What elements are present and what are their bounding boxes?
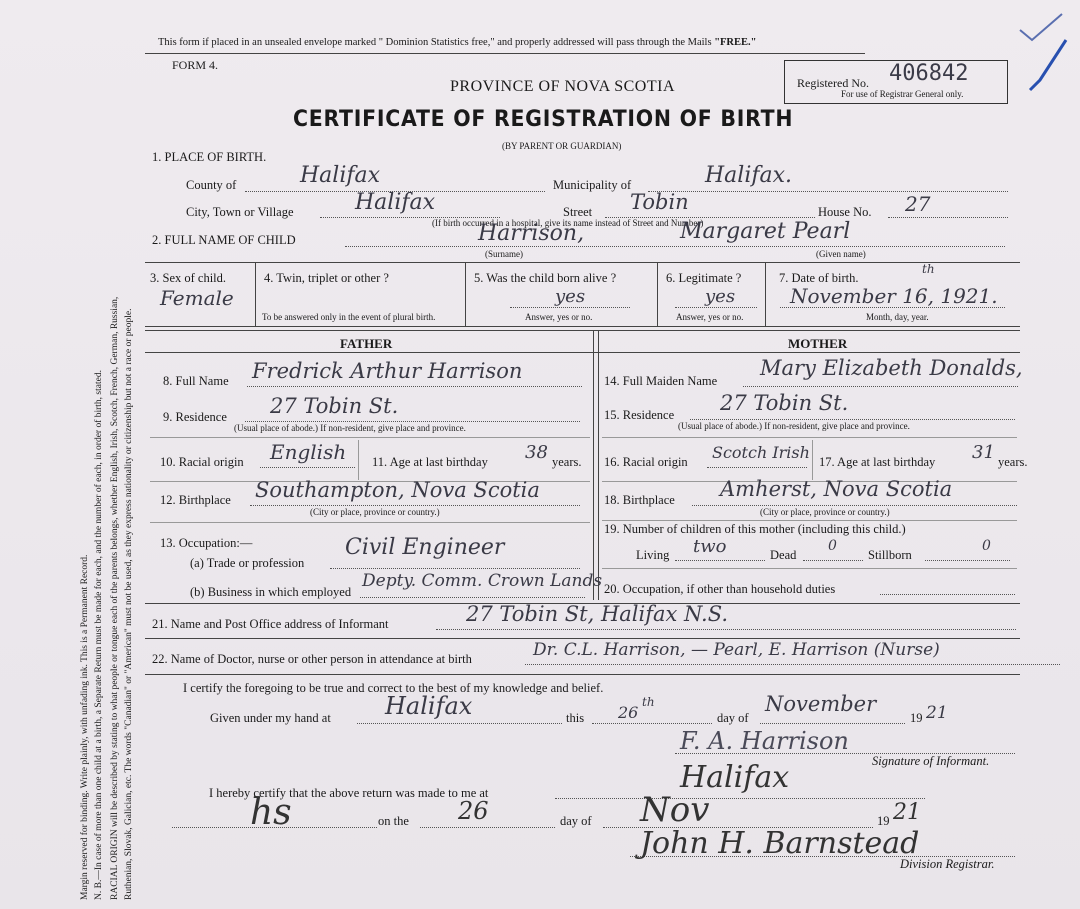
mother-name-label: 14. Full Maiden Name (604, 374, 718, 388)
father-trade-label: (a) Trade or profession (190, 556, 305, 570)
given-place-value: Halifax (385, 692, 473, 720)
city-label: City, Town or Village (186, 205, 294, 219)
margin-note-racial-origin-2: Ruthenian, Slovak, Galician, etc. The words "Canadian" or "American" must not be used, as they express nationality or citizenship but not a race or people. (124, 308, 134, 900)
mother-age-label: 17. Age at last birthday (819, 455, 936, 469)
form-number: FORM 4. (172, 58, 219, 72)
municipality-value: Halifax. (705, 163, 793, 188)
house-label: House No. (818, 205, 872, 219)
county-label: County of (186, 178, 237, 192)
registrar-year-prefix: 19 (877, 814, 890, 828)
margin-note-racial-origin-1: RACIAL ORIGIN will be described by stating to what people or tongue each of the parents belongs, whether English, Irish, Scotch, French, German, Russian, (110, 296, 120, 900)
doctor-label: 22. Name of Doctor, nurse or other person in attendance at birth (152, 652, 472, 666)
mother-years-label: years. (998, 455, 1028, 469)
check-mark-icon (1010, 10, 1080, 100)
registered-number: 406842 (889, 61, 969, 86)
father-racial-label: 10. Racial origin (160, 455, 244, 469)
mother-birthplace-label: 18. Birthplace (604, 493, 675, 507)
father-business-value: Depty. Comm. Crown Lands (362, 571, 603, 591)
twin-note: To be answered only in the event of plural birth. (262, 312, 436, 322)
house-value: 27 (905, 192, 931, 216)
informant-signature: F. A. Harrison (680, 727, 849, 755)
father-residence-caption: (Usual place of abode.) If non-resident, give place and province. (234, 423, 466, 433)
margin-note-plural-birth: N. B.—In case of more than one child at a birth, a Separate Return must be made for each, and the number of each, in order of birth, stated. (94, 370, 104, 900)
father-birthplace-label: 12. Birthplace (160, 493, 231, 507)
father-age-label: 11. Age at last birthday (372, 455, 488, 469)
informant-label: 21. Name and Post Office address of Informant (152, 617, 389, 631)
dob-value: November 16, 1921. (790, 284, 998, 308)
registrar-day-value: 26 (458, 797, 489, 825)
county-value: Halifax (300, 163, 381, 188)
father-birthplace-value: Southampton, Nova Scotia (255, 478, 540, 502)
registrar-dayof-label: day of (560, 814, 592, 828)
father-heading: FATHER (340, 336, 393, 351)
registrar-signature-caption: Division Registrar. (900, 857, 995, 871)
margin-note-binding: Margin reserved for binding. Write plainly, with unfading ink. This is a Permanent Record. (80, 554, 90, 900)
child-name-label: 2. FULL NAME OF CHILD (152, 233, 296, 247)
father-name-value: Fredrick Arthur Harrison (252, 359, 523, 383)
registrar-initials: hs (250, 792, 292, 833)
dead-label: Dead (770, 548, 797, 562)
stillborn-label: Stillborn (868, 548, 912, 562)
mother-residence-label: 15. Residence (604, 408, 675, 422)
registrar-use-note: For use of Registrar General only. (841, 89, 964, 99)
mother-children-label: 19. Number of children of this mother (including this child.) (604, 522, 906, 536)
page-subtitle: (BY PARENT OR GUARDIAN) (502, 141, 622, 151)
father-occupation-label: 13. Occupation:— (160, 536, 253, 550)
mother-racial-value: Scotch Irish (712, 443, 810, 462)
place-of-birth-heading: 1. PLACE OF BIRTH. (152, 150, 267, 164)
father-residence-value: 27 Tobin St. (270, 394, 399, 418)
mail-notice: This form if placed in an unsealed envelope marked " Dominion Statistics free," and properly addressed will pass through the Mails "FREE." (158, 37, 757, 48)
child-given-name: Margaret Pearl (680, 219, 851, 244)
mother-birthplace-caption: (City or place, province or country.) (760, 507, 890, 517)
this-label: this (566, 711, 585, 725)
living-label: Living (636, 548, 670, 562)
mother-racial-label: 16. Racial origin (604, 455, 688, 469)
city-value: Halifax (355, 190, 436, 215)
stillborn-value: 0 (982, 538, 991, 554)
given-under-label: Given under my hand at (210, 711, 331, 725)
mother-heading: MOTHER (788, 336, 848, 351)
father-age-value: 38 (525, 442, 548, 463)
certify-day-value: 26 (618, 703, 639, 722)
certify-month-value: November (765, 692, 877, 716)
registrar-on-label: on the (378, 814, 409, 828)
mother-occupation-label: 20. Occupation, if other than household duties (604, 582, 836, 596)
mother-birthplace-value: Amherst, Nova Scotia (720, 477, 953, 501)
dob-superscript: th (922, 262, 935, 276)
certify-year-value: 21 (926, 703, 948, 723)
alive-value: yes (555, 286, 586, 307)
registrar-certify-text: I hereby certify that the above return was made to me at (209, 786, 489, 800)
living-value: two (693, 536, 727, 557)
hospital-note: (If birth occurred in a hospital, give its name instead of Street and Number) (432, 218, 704, 228)
surname-caption: (Surname) (485, 249, 523, 259)
legitimate-value: yes (705, 286, 736, 307)
province-heading: PROVINCE OF NOVA SCOTIA (450, 78, 676, 95)
certify-dayof-label: day of (717, 711, 749, 725)
informant-value: 27 Tobin St, Halifax N.S. (466, 602, 729, 626)
registrar-place-value: Halifax (680, 760, 790, 795)
father-business-label: (b) Business in which employed (190, 585, 352, 599)
mother-age-value: 31 (972, 442, 995, 463)
twin-label: 4. Twin, triplet or other ? (264, 271, 389, 285)
certify-day-sup: th (642, 695, 655, 709)
father-racial-value: English (270, 440, 347, 464)
dead-value: 0 (828, 538, 837, 554)
street-label: Street (563, 205, 593, 219)
registered-label: Registered No. (797, 76, 869, 90)
mother-residence-caption: (Usual place of abode.) If non-resident, give place and province. (678, 421, 910, 431)
registrar-signature: John H. Barnstead (640, 826, 920, 861)
legitimate-caption: Answer, yes or no. (676, 312, 744, 322)
alive-caption: Answer, yes or no. (525, 312, 593, 322)
dob-caption: Month, day, year. (866, 312, 929, 322)
sex-label: 3. Sex of child. (150, 271, 227, 285)
street-value: Tobin (630, 190, 689, 214)
registrar-month-value: Nov (640, 790, 710, 830)
informant-signature-caption: Signature of Informant. (872, 754, 990, 768)
mother-name-value: Mary Elizabeth Donalds, (760, 356, 1023, 380)
legitimate-label: 6. Legitimate ? (666, 271, 742, 285)
father-trade-value: Civil Engineer (345, 535, 505, 560)
sex-value: Female (160, 286, 234, 310)
given-name-caption: (Given name) (816, 249, 866, 259)
registrar-year-value: 21 (893, 800, 921, 825)
father-years-label: years. (552, 455, 582, 469)
page-title: CERTIFICATE OF REGISTRATION OF BIRTH (293, 107, 794, 132)
registered-box (784, 60, 1008, 104)
father-birthplace-caption: (City or place, province or country.) (310, 507, 440, 517)
municipality-label: Municipality of (553, 178, 632, 192)
mother-residence-value: 27 Tobin St. (720, 391, 849, 415)
father-residence-label: 9. Residence (163, 410, 227, 424)
father-name-label: 8. Full Name (163, 374, 229, 388)
child-surname: Harrison, (478, 221, 585, 246)
certify-year-prefix: 19 (910, 711, 923, 725)
doctor-value: Dr. C.L. Harrison, — Pearl, E. Harrison (Nurse) (533, 640, 940, 660)
certify-text: I certify the foregoing to be true and correct to the best of my knowledge and belief. (183, 681, 604, 695)
alive-label: 5. Was the child born alive ? (474, 271, 617, 285)
dob-label: 7. Date of birth. (779, 271, 859, 285)
